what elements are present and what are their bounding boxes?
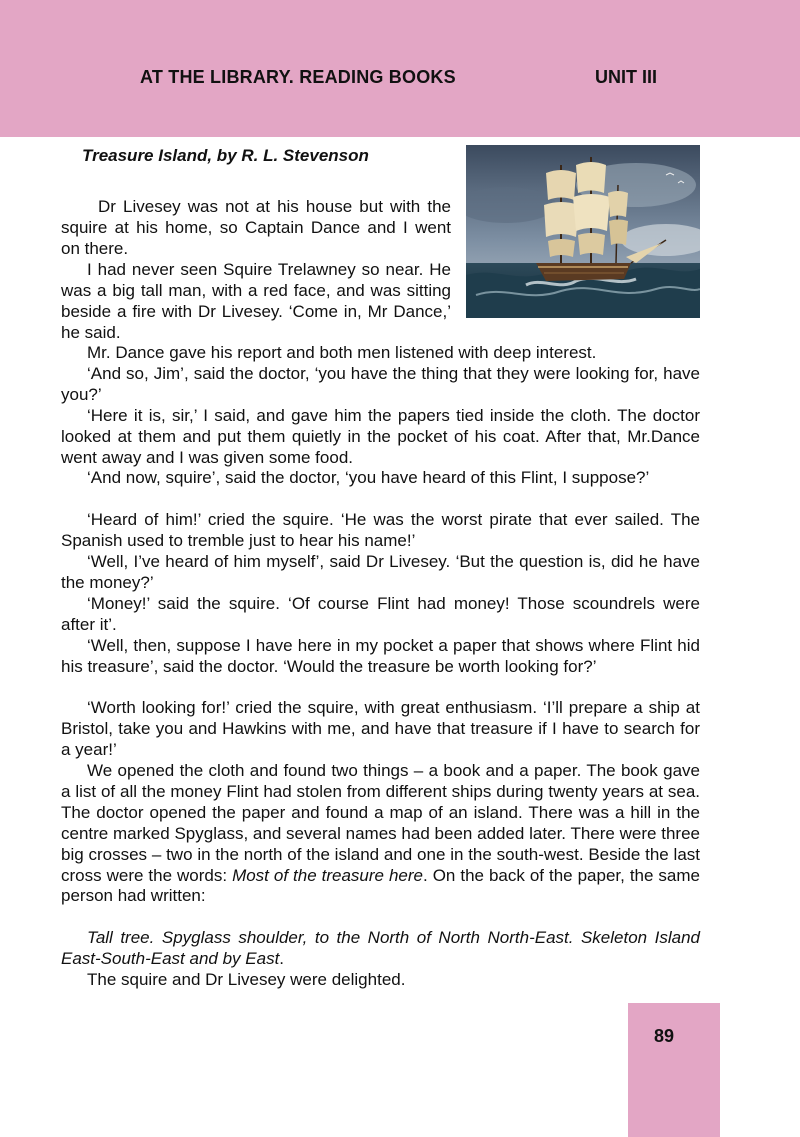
page-header: [0, 0, 800, 137]
paragraph-12-end: . On the back of the paper, the same person had written:: [61, 865, 700, 906]
paragraph-5: ‘Here it is, sir,’ I said, and gave him the papers tied inside the cloth. The doctor looked at them and put them quietly in the pocket of his coat. After that, Mr.Dance went away and I was given some food.: [61, 406, 700, 467]
paragraph-10: ‘Well, then, suppose I have here in my pocket a paper that shows where Flint hid his treasure’, said the doctor. ‘Would the treasure be worth looking for?’: [61, 636, 700, 676]
paragraph-12-text: We opened the cloth and found two things – a book and a paper. The book gave a list of all the money Flint had stolen from different ships during twenty years at sea. The doctor opened the paper and found a map of an island. There was a hill in the centre marked Spyglass, and several names had been added later. There were three big crosses – two in the north of the island and one in the south-west. Beside the last cross were the words:: [61, 761, 700, 885]
paragraph-7: ‘Heard of him!’ cried the squire. ‘He was the worst pirate that ever sailed. The Spanish used to tremble just to hear his name!’: [61, 510, 700, 550]
paragraph-13: [61, 928, 700, 970]
paragraph-13-italic: Tall tree. Spyglass shoulder, to the North of North North-East. Skeleton Island East-South-East and by East: [61, 928, 700, 968]
paragraph-6: ‘And now, squire’, said the doctor, ‘you have heard of this Flint, I suppose?’: [87, 468, 650, 487]
paragraph-11: ‘Worth looking for!’ cried the squire, with great enthusiasm. ‘I’ll prepare a ship at Bristol, take you and Hawkins with me, and have that treasure if I have to search for a year!’: [61, 698, 700, 759]
paragraph-8: ‘Well, I’ve heard of him myself’, said Dr Livesey. ‘But the question is, did he have the money?’: [61, 552, 700, 592]
paragraph-14: The squire and Dr Livesey were delighted.: [87, 970, 406, 989]
section-title: AT THE LIBRARY. READING BOOKS: [140, 67, 456, 87]
ship-painting: [466, 145, 700, 318]
unit-label: UNIT III: [595, 67, 657, 87]
ship-illustration: [466, 145, 700, 318]
page-number: 89: [653, 1026, 675, 1046]
paragraph-4: ‘And so, Jim’, said the doctor, ‘you have the thing that they were looking for, have you?’: [61, 364, 700, 404]
paragraph-9: ‘Money!’ said the squire. ‘Of course Flint had money! Those scoundrels were after it’.: [61, 594, 700, 634]
paragraph-2: I had never seen Squire Trelawney so near. He was a big tall man, with a red face, and was sitting beside a fire with Dr Livesey. ‘Come in, Mr Dance,’ he said.: [61, 260, 451, 342]
paragraph-12-italic: Most of the treasure here: [232, 865, 423, 885]
paragraph-12: [61, 761, 700, 907]
page-number-tab: [628, 1003, 720, 1137]
story-title: Treasure Island, by R. L. Stevenson: [82, 146, 369, 165]
paragraph-1: Dr Livesey was not at his house but with the squire at his home, so Captain Dance and I went on there.: [61, 197, 451, 258]
paragraph-3: Mr. Dance gave his report and both men listened with deep interest.: [87, 343, 597, 362]
paragraph-13-end: .: [279, 948, 285, 968]
